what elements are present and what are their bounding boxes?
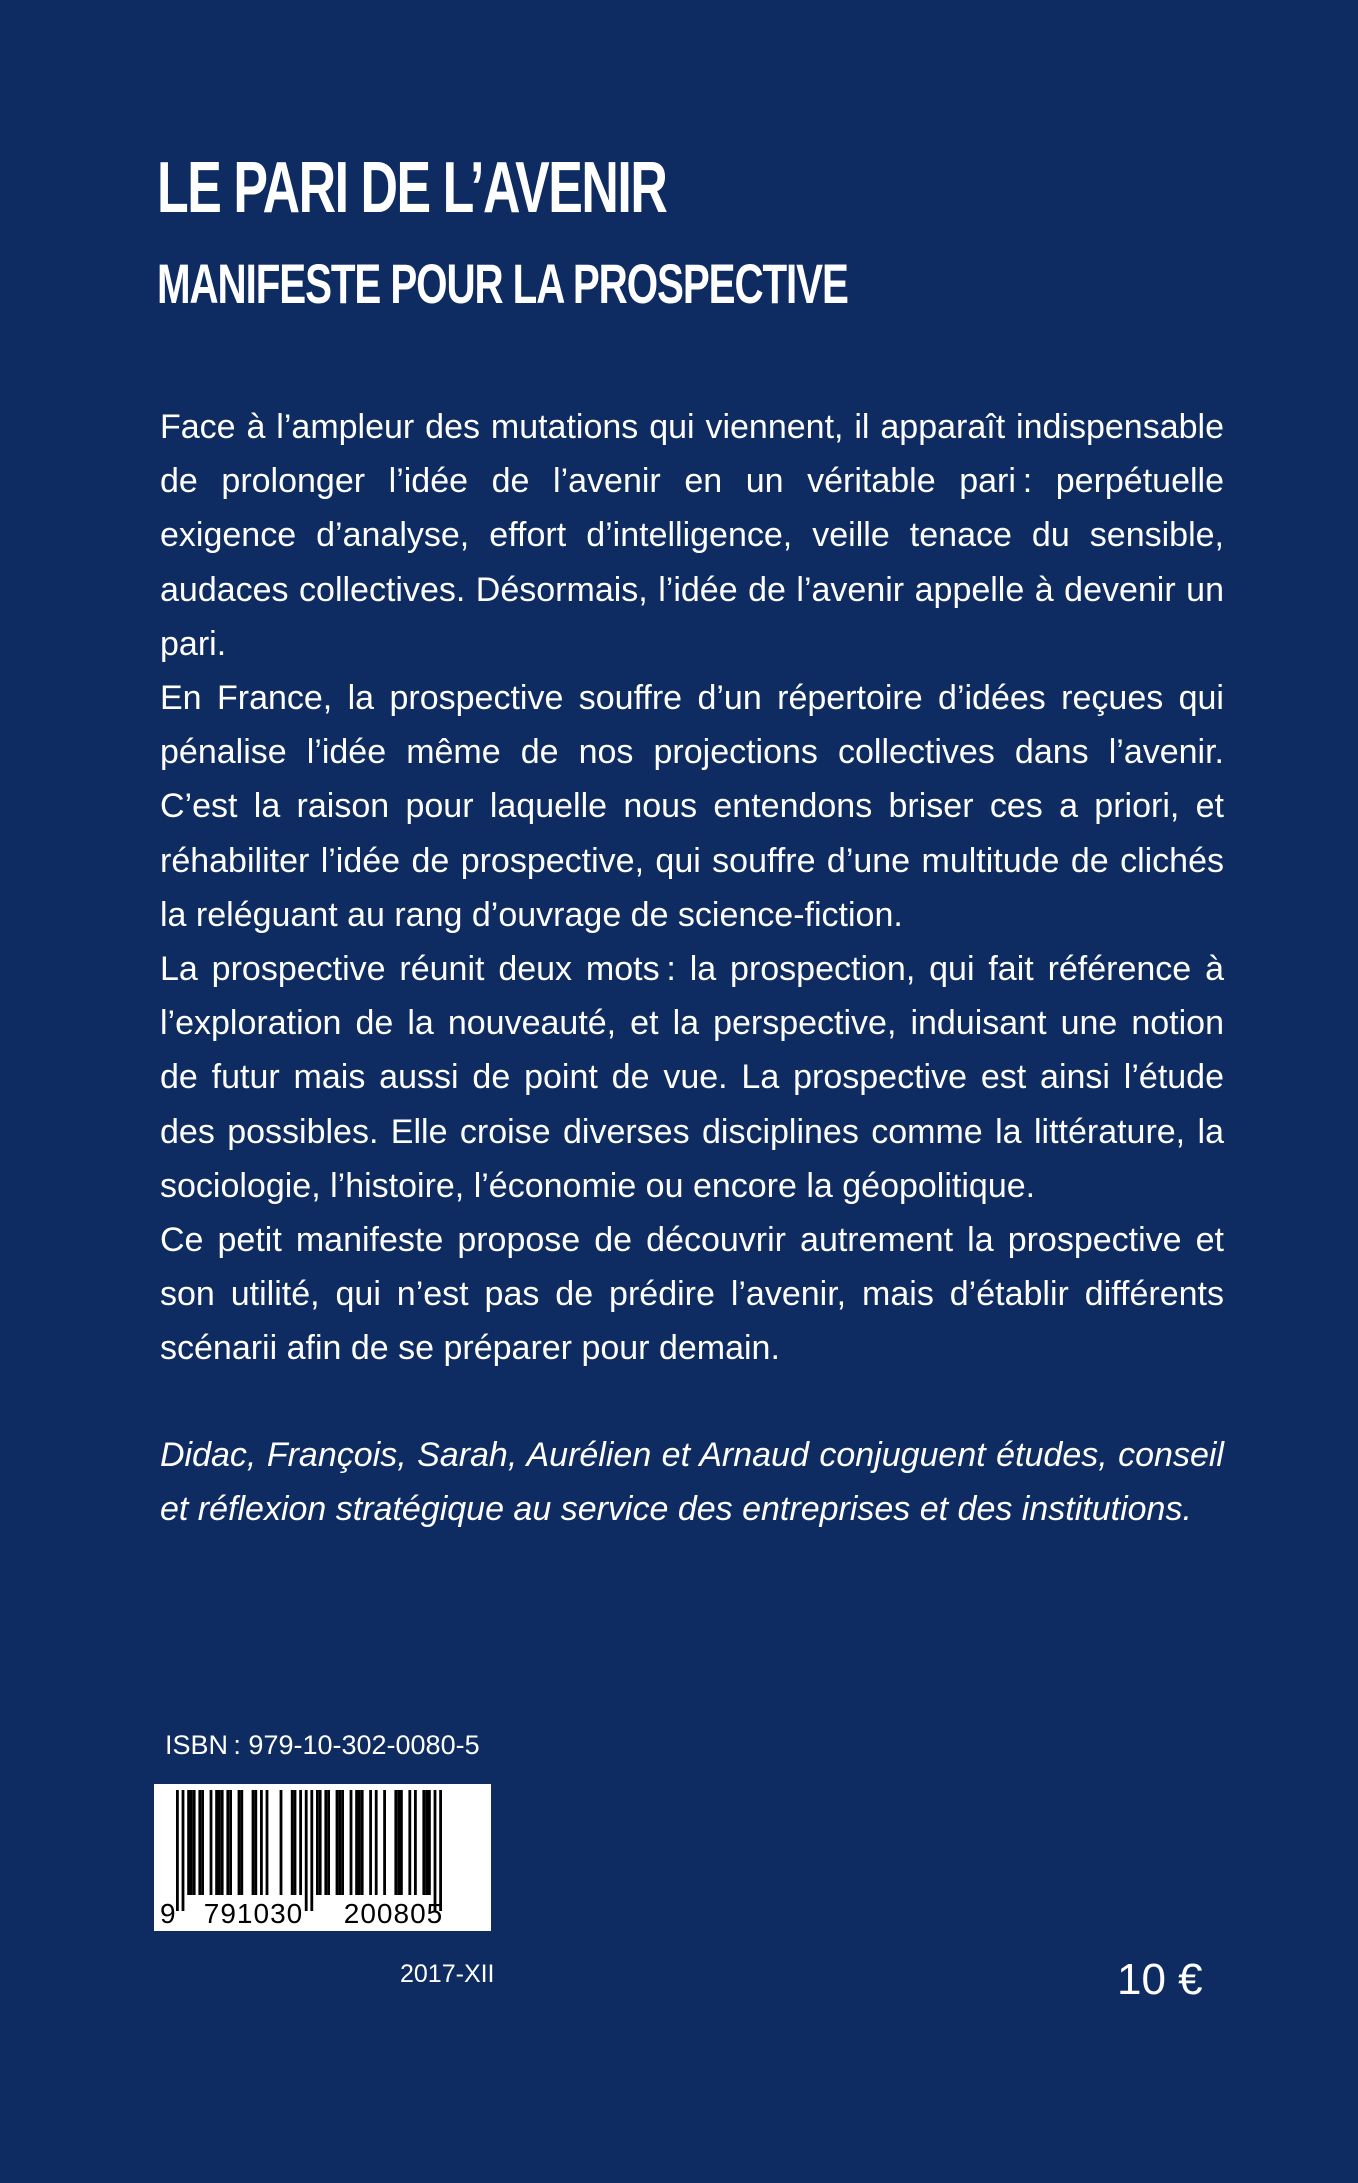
- barcode-bar: [350, 1790, 353, 1895]
- barcode-right-digits: 200805: [343, 1898, 444, 1929]
- barcode-bar: [193, 1790, 196, 1895]
- barcode-bar: [428, 1790, 431, 1895]
- barcode-bar: [210, 1790, 213, 1895]
- barcode-bar: [327, 1790, 330, 1895]
- barcode-lead-digit: 9: [160, 1898, 176, 1929]
- barcode-bar: [226, 1790, 229, 1895]
- book-subtitle: MANIFESTE POUR LA PROSPECTIVE: [157, 252, 848, 315]
- barcode-bar: [336, 1790, 339, 1895]
- barcode-bar: [425, 1790, 428, 1895]
- isbn-label: ISBN : 979-10-302-0080-5: [165, 1730, 480, 1760]
- barcode-bar: [176, 1790, 179, 1911]
- barcode-bar: [254, 1790, 257, 1895]
- barcode-bar: [198, 1790, 201, 1895]
- edition-code: 2017-XII: [400, 1960, 495, 1988]
- barcode-bar: [324, 1790, 327, 1895]
- barcode-bar: [414, 1790, 417, 1895]
- barcode-bar: [316, 1790, 319, 1895]
- barcode-bar: [229, 1790, 232, 1895]
- barcode-bar: [361, 1790, 364, 1895]
- barcode-bar: [422, 1790, 425, 1895]
- barcode-bar: [201, 1790, 204, 1895]
- barcode-bar: [294, 1790, 297, 1895]
- barcode-bar: [299, 1790, 302, 1895]
- blurb-text: [160, 400, 1224, 1376]
- barcode-bar: [260, 1790, 263, 1895]
- book-title: LE PARI DE L’AVENIR: [157, 148, 667, 228]
- barcode-left-digits: 791030: [203, 1898, 304, 1929]
- barcode-bar: [397, 1790, 400, 1895]
- barcode-bar: [369, 1790, 372, 1895]
- barcode-bar: [319, 1790, 322, 1895]
- barcode-bar: [190, 1790, 193, 1895]
- blurb-paragraph: Face à l’ampleur des mutations qui viennent, il apparaît indispensable de prolonger l’idée de l’avenir en un véritable pari : perpétuelle exigence d’analyse, effort d’intelligence, veille tenace du sensible, audaces collectives. Désormais, l’idée de l’avenir appelle à devenir un pari.: [160, 408, 1224, 663]
- barcode-bar: [252, 1790, 255, 1895]
- barcode-bar: [434, 1790, 437, 1911]
- barcode-bar: [305, 1790, 308, 1911]
- barcode-bar: [439, 1790, 442, 1911]
- barcode-bar: [310, 1790, 313, 1911]
- barcode-bar: [383, 1790, 386, 1895]
- barcode-bar: [240, 1790, 243, 1895]
- barcode-bar: [215, 1790, 218, 1895]
- barcode-bar: [221, 1790, 224, 1895]
- barcode-bar: [341, 1790, 344, 1895]
- barcode-bar: [218, 1790, 221, 1895]
- barcode-bar: [394, 1790, 397, 1895]
- barcode-bar: [375, 1790, 378, 1895]
- price-label: 10 €: [1117, 1955, 1203, 2004]
- barcode-bar: [400, 1790, 403, 1895]
- barcode-bar: [238, 1790, 241, 1895]
- authors-note: Didac, François, Sarah, Aurélien et Arnaud conjuguent études, conseil et réflexion stratégique au service des entreprises et des institutions.: [160, 1436, 1224, 1529]
- blurb-paragraph: En France, la prospective souffre d’un répertoire d’idées reçues qui pénalise l’idée même de nos projections collectives dans l’avenir. C’est la raison pour laquelle nous entendons briser ces a priori, et réhabiliter l’idée de prospective, qui souffre d’une multitude de clichés la reléguant au rang d’ouvrage de science-fiction.: [160, 679, 1224, 934]
- barcode-bar: [187, 1790, 190, 1895]
- barcode: [154, 1784, 491, 1931]
- barcode-bar: [291, 1790, 294, 1895]
- barcode-bar: [280, 1790, 283, 1895]
- barcode-bar: [338, 1790, 341, 1895]
- blurb-paragraph: Ce petit manifeste propose de découvrir autrement la prospective et son utilité, qui n’est pas de prédire l’avenir, mais d’établir différents scénarii afin de se préparer pour demain.: [160, 1221, 1224, 1368]
- barcode-bar: [408, 1790, 411, 1895]
- barcode-bar: [266, 1790, 269, 1895]
- barcode-bar: [355, 1790, 358, 1895]
- barcode-bar: [182, 1790, 185, 1911]
- blurb-paragraph: La prospective réunit deux mots : la prospection, qui fait référence à l’exploration de la nouveauté, et la perspective, induisant une notion de futur mais aussi de point de vue. La prospective est ainsi l’étude des possibles. Elle croise diverses disciplines comme la littérature, la sociologie, l’histoire, l’économie ou encore la géopolitique.: [160, 950, 1224, 1205]
- barcode-bar: [358, 1790, 361, 1895]
